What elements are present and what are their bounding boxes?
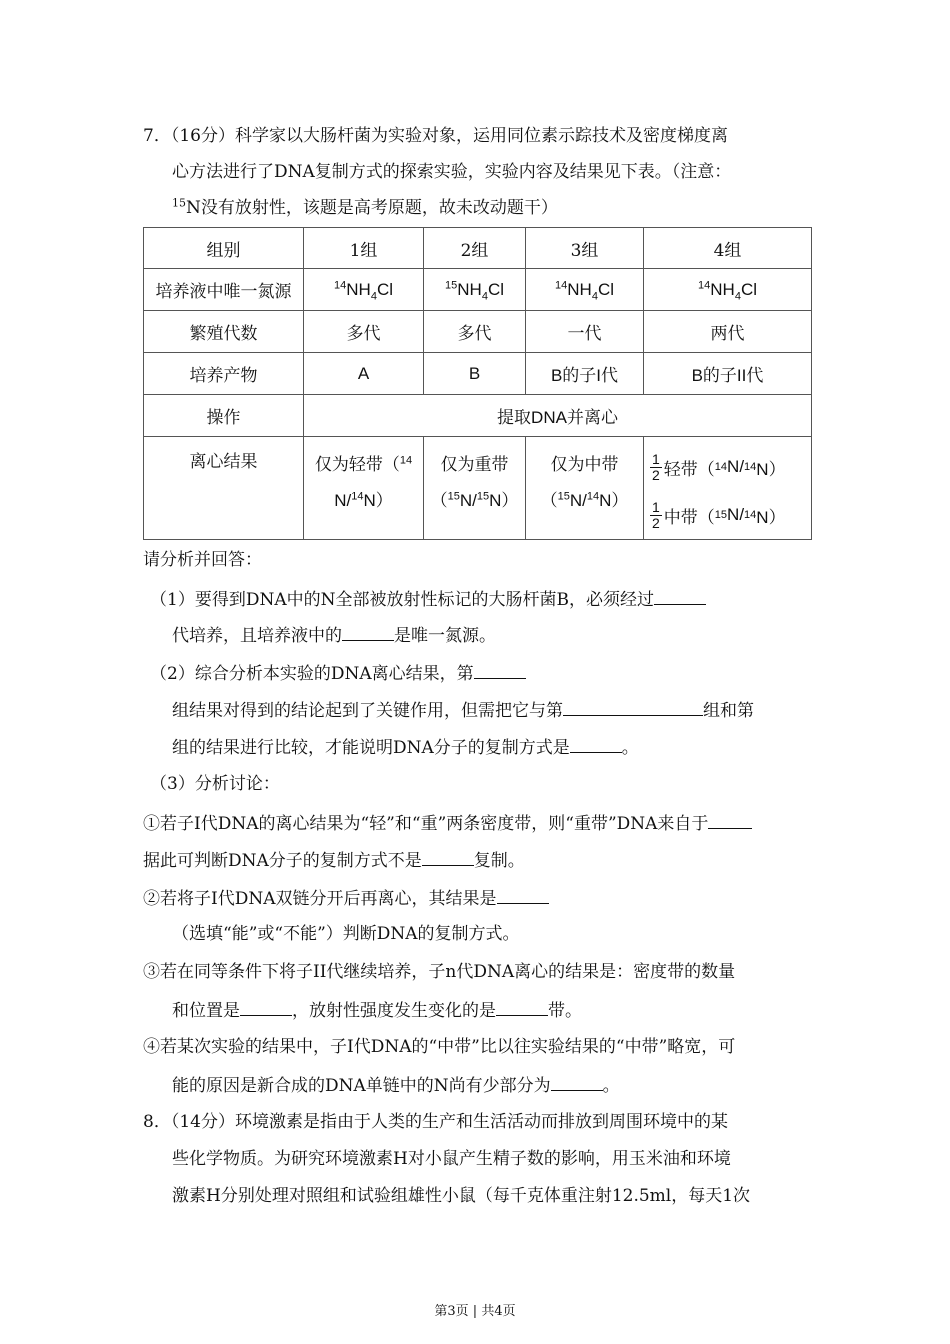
generation-cell: 多代 xyxy=(424,311,526,353)
analysis-intro: 请分析并回答： xyxy=(143,550,262,570)
source-cell: $^{14}NH_4Cl$ xyxy=(644,269,812,311)
part2-line3: 组的结果进行比较，才能说明DNA分子的复制方式是 。 xyxy=(172,734,639,760)
header-cell: 1组 xyxy=(304,228,424,269)
answer-blank[interactable] xyxy=(654,586,706,605)
table-row-generations xyxy=(144,311,812,353)
part3-title: （3）分析讨论： xyxy=(150,774,280,794)
sub2-line1: ②若将子I代DNA双链分开后再离心，其结果是 xyxy=(143,885,549,911)
q8-line1: 8．（14分）环境激素是指由于人类的生产和生活活动而排放到周围环境中的某 xyxy=(143,1112,728,1132)
source-cell: $^{15}NH_4Cl$ xyxy=(424,269,526,311)
answer-blank[interactable] xyxy=(342,622,394,641)
sub2-line2: （选填“能”或“不能”）判断DNA的复制方式。 xyxy=(172,924,520,944)
result-cell-g2: 仅为重带 （$^{15}$N/$^{15}$N） xyxy=(424,437,526,540)
sub4-line1: ④若某次实验的结果中，子I代DNA的“中带”比以往实验结果的“中带”略宽，可 xyxy=(143,1037,736,1057)
product-cell: B的子II代 xyxy=(644,353,812,395)
row-label: 操作 xyxy=(144,395,304,437)
q7-line2: 心方法进行了DNA复制方式的探索实验，实验内容及结果见下表。（注意： xyxy=(172,162,732,182)
answer-blank[interactable] xyxy=(240,997,292,1016)
sub1-line2: 据此可判断DNA分子的复制方式不是 复制。 xyxy=(143,847,525,873)
sub3-line2: 和位置是 ，放射性强度发生变化的是 带。 xyxy=(172,997,582,1023)
result-cell-g4: $\frac{1}{2}$ 轻带（ 14 N/ 14 N） $\frac{1}{2}$ 中带（ 15 N/ 14 N） xyxy=(644,437,812,540)
header-cell: 2组 xyxy=(424,228,526,269)
answer-blank[interactable] xyxy=(570,734,622,753)
result-cell-g1: 仅为轻带（$^{14}$ N/$^{14}$N） xyxy=(304,437,424,540)
source-cell: $^{14}NH_4Cl$ xyxy=(526,269,644,311)
fraction-half: $\frac{1}{2}$ xyxy=(652,450,660,483)
experiment-table xyxy=(143,227,812,540)
table-row-nitrogen-source xyxy=(144,269,812,311)
row-label: 培养液中唯一氮源 xyxy=(144,269,304,311)
generation-cell: 两代 xyxy=(644,311,812,353)
result-cell-g3: 仅为中带 （$^{15}$N/$^{14}$N） xyxy=(526,437,644,540)
product-cell: A xyxy=(304,353,424,395)
header-cell: 4组 xyxy=(644,228,812,269)
table-row-result xyxy=(144,437,812,540)
sub4-line2: 能的原因是新合成的DNA单链中的N尚有少部分为 。 xyxy=(172,1072,620,1098)
row-label: 繁殖代数 xyxy=(144,311,304,353)
answer-blank[interactable] xyxy=(563,697,703,716)
table-row-product xyxy=(144,353,812,395)
answer-blank[interactable] xyxy=(551,1072,603,1091)
answer-blank[interactable] xyxy=(708,810,752,829)
part2-line2: 组结果对得到的结论起到了关键作用，但需把它与第 组和第 xyxy=(172,697,754,723)
q7-line3: $^{15}$N没有放射性，该题是高考原题，故未改动题干） xyxy=(172,196,558,218)
page-footer: 第3页 | 共4页 xyxy=(434,1304,516,1319)
generation-cell: 多代 xyxy=(304,311,424,353)
product-cell: B xyxy=(424,353,526,395)
generation-cell: 一代 xyxy=(526,311,644,353)
header-cell: 3组 xyxy=(526,228,644,269)
q8-line2: 些化学物质。为研究环境激素H对小鼠产生精子数的影响，用玉米油和环境 xyxy=(172,1149,731,1169)
row-label: 培养产物 xyxy=(144,353,304,395)
row-label: 离心结果 xyxy=(144,437,304,540)
header-cell: 组别 xyxy=(144,228,304,269)
product-cell: B的子I代 xyxy=(526,353,644,395)
sub1-line1: ①若子I代DNA的离心结果为“轻”和“重”两条密度带，则“重带”DNA来自于 xyxy=(143,810,752,836)
source-cell: $^{14}NH_4Cl$ xyxy=(304,269,424,311)
table-header-row xyxy=(144,228,812,269)
sub3-line1: ③若在同等条件下将子II代继续培养，子n代DNA离心的结果是：密度带的数量 xyxy=(143,962,736,982)
answer-blank[interactable] xyxy=(496,997,548,1016)
table-row-operation xyxy=(144,395,812,437)
q8-line3: 激素H分别处理对照组和试验组雄性小鼠（每千克体重注射12.5ml，每天1次 xyxy=(172,1186,751,1206)
operation-cell: 提取DNA并离心 xyxy=(304,395,812,437)
part1-line1: （1）要得到DNA中的N全部被放射性标记的大肠杆菌B，必须经过 xyxy=(150,586,706,612)
answer-blank[interactable] xyxy=(422,847,474,866)
answer-blank[interactable] xyxy=(474,660,526,679)
part1-line2: 代培养，且培养液中的 是唯一氮源。 xyxy=(172,622,496,648)
fraction-half: $\frac{1}{2}$ xyxy=(652,498,660,531)
part2-line1: （2）综合分析本实验的DNA离心结果，第 xyxy=(150,660,526,686)
answer-blank[interactable] xyxy=(497,885,549,904)
q7-line1: 7．（16分）科学家以大肠杆菌为实验对象，运用同位素示踪技术及密度梯度离 xyxy=(143,126,728,146)
